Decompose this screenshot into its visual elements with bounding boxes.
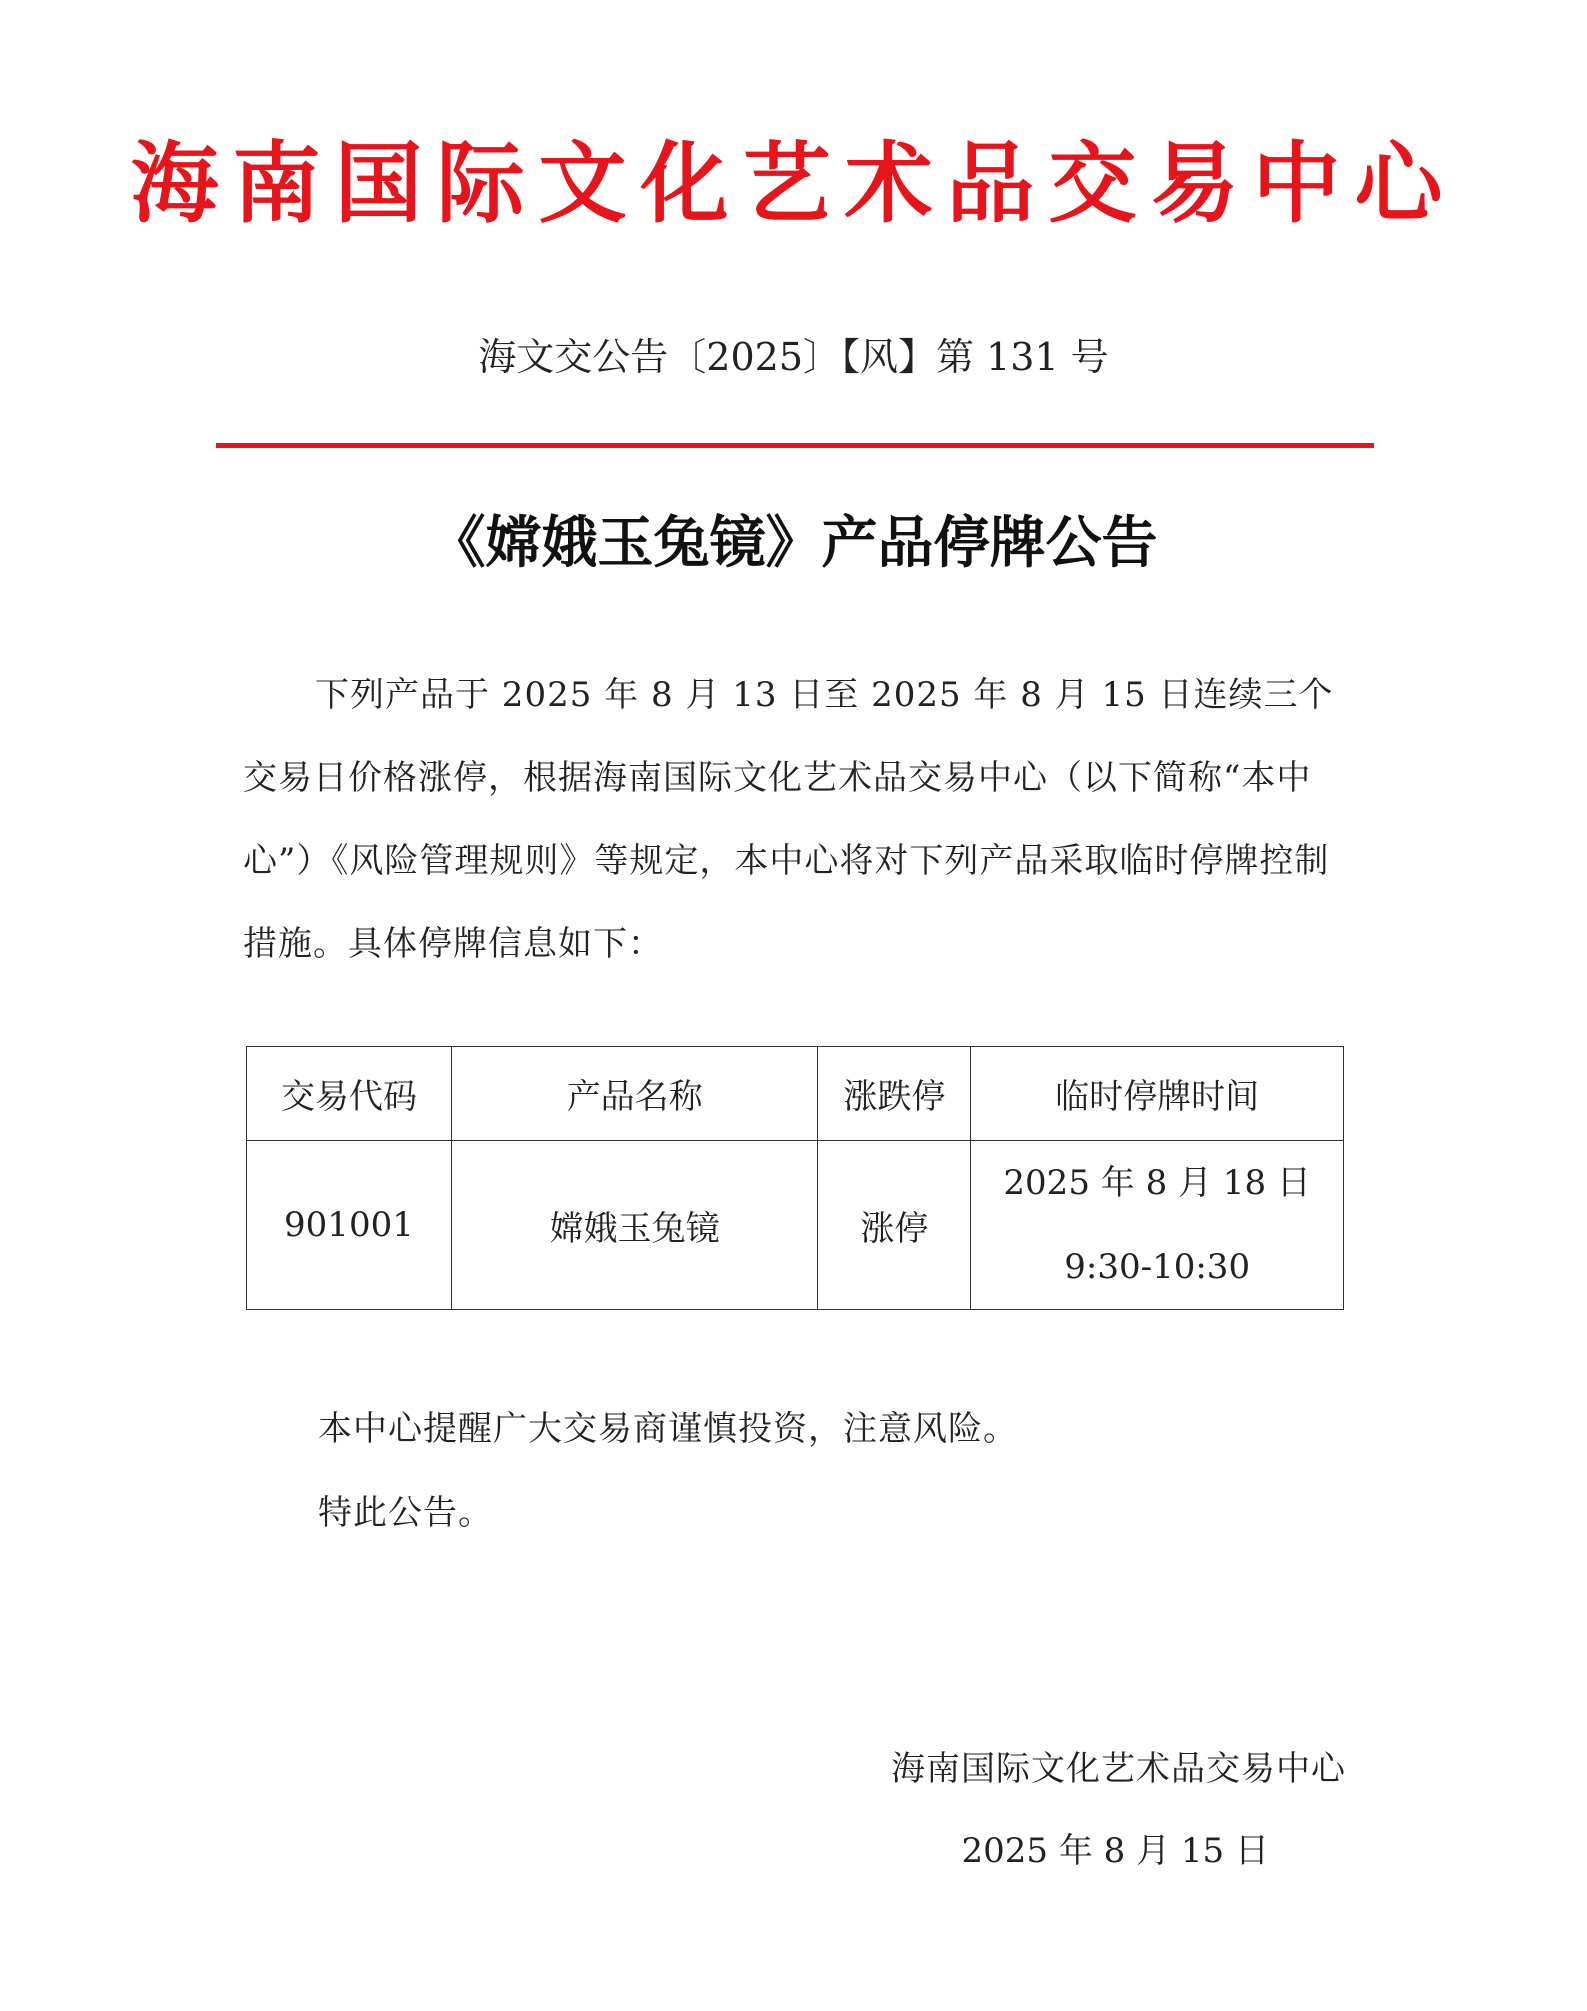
document-number: 海文交公告〔2025〕【风】第 131 号 [478,335,1109,379]
cell-price-limit: 涨停 [818,1141,971,1310]
header-price-limit: 涨跌停 [818,1047,971,1141]
issuer-header: 海南国际文化艺术品交易中心 [130,131,1457,235]
signature-organization: 海南国际文化艺术品交易中心 [891,1749,1346,1789]
suspension-date: 2025 年 8 月 18 日 [1003,1163,1311,1203]
header-suspension-time: 临时停牌时间 [971,1047,1344,1141]
cell-trade-code: 901001 [247,1141,452,1310]
cell-product-name: 嫦娥玉兔镜 [451,1141,818,1310]
announcement-title: 《嫦娥玉兔镜》产品停牌公告 [429,510,1158,576]
risk-reminder: 本中心提醒广大交易商谨慎投资，注意风险。 [318,1409,1018,1449]
table-row [247,1141,1344,1310]
header-trade-code: 交易代码 [247,1047,452,1141]
signature-date: 2025 年 8 月 15 日 [961,1831,1269,1871]
header-divider [216,443,1374,448]
suspension-time-range: 9:30-10:30 [1064,1247,1251,1287]
announcement-body: 下列产品于 2025 年 8 月 13 日至 2025 年 8 月 15 日连续三个交易日价格涨停，根据海南国际文化艺术品交易中心（以下简称“本中心”）《风险管理规则》等规定，本中心将对下列产品采取临时停牌控制措施。具体停牌信息如下： [243,675,1334,964]
table-header-row [247,1047,1344,1141]
closing-statement: 特此公告。 [318,1493,493,1533]
suspension-table [246,1046,1344,1310]
cell-suspension-time [971,1141,1344,1310]
header-product-name: 产品名称 [451,1047,818,1141]
